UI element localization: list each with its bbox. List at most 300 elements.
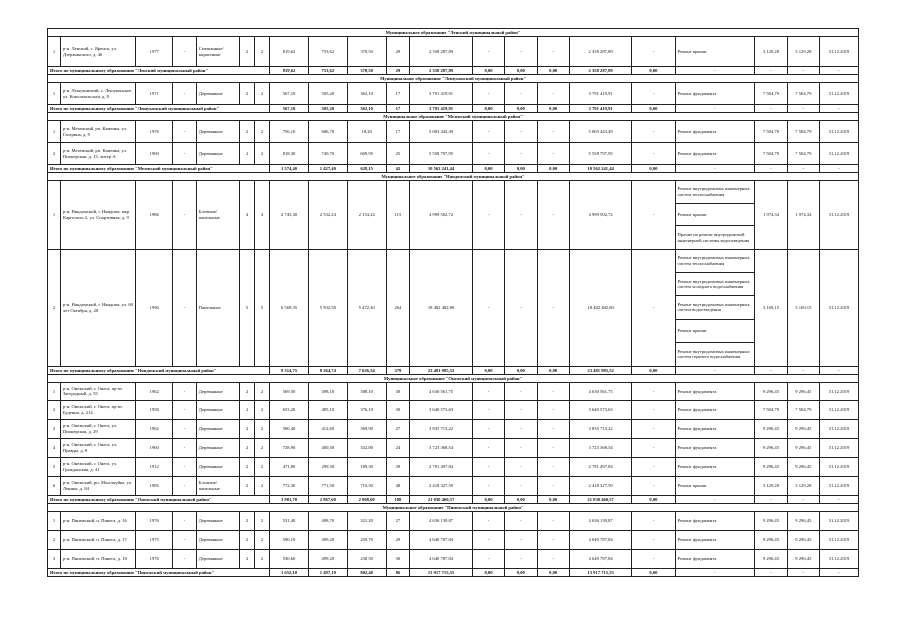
total-unit-limit: - <box>787 105 819 113</box>
residents-count: 48 <box>386 476 410 495</box>
wall-material: Деревянные <box>196 530 239 549</box>
unit-cost-limit: 7 504,79 <box>787 121 819 143</box>
total-label: Итого по муниципальному образованию "Пинежский муниципальный район" <box>48 568 270 576</box>
total-cost-total: 10 562 241,44 <box>410 165 473 173</box>
federal-funds: - <box>472 530 504 549</box>
regional-funds: - <box>505 511 537 530</box>
unit-cost-limit: 9 296,45 <box>787 419 819 438</box>
total-c17: 0,00 <box>632 568 675 576</box>
federal-funds: - <box>472 419 504 438</box>
table-row <box>48 549 859 568</box>
commissioning-year: - <box>173 511 197 530</box>
federal-funds: - <box>472 438 504 457</box>
other-funds: - <box>632 83 675 105</box>
register-table-body <box>48 29 859 577</box>
total-area: 2 745,40 <box>270 181 309 250</box>
unit-cost-limit: 9 296,45 <box>787 438 819 457</box>
capital-repair-register-sheet <box>47 28 859 577</box>
total-c17: 0,00 <box>632 67 675 75</box>
repair-cost-total: 5 558 797,95 <box>410 143 473 165</box>
living-area: 499,20 <box>308 530 347 549</box>
total-unit-cost: - <box>755 366 787 374</box>
total-cost-total: 3 791 419,91 <box>410 105 473 113</box>
federal-funds: - <box>472 400 504 419</box>
unit-cost-limit: 7 504,79 <box>787 143 819 165</box>
section-header-row <box>48 75 859 83</box>
total-area: 6 569,35 <box>270 249 309 366</box>
total-c15: 0,00 <box>537 366 569 374</box>
total-area-private: 802,40 <box>347 568 386 576</box>
private-area: 362,10 <box>347 83 386 105</box>
total-residents: 17 <box>386 105 410 113</box>
total-deadline: - <box>820 165 859 173</box>
total-area-total: 1 574,40 <box>270 165 309 173</box>
federal-funds: - <box>472 457 504 476</box>
residents-count: 29 <box>386 37 410 67</box>
register-table <box>47 28 859 577</box>
owner-funds: 4 999 502,72 <box>569 181 632 250</box>
commissioning-year: - <box>173 249 197 366</box>
owner-funds: 3 640 573,63 <box>569 400 632 419</box>
wall-material: Деревянные <box>196 511 239 530</box>
work-types-cell: Ремонт фундамента <box>675 382 755 400</box>
work-type-item: Ремонт внутридомовых инженерных систем горячего водоснабжения <box>677 348 750 360</box>
other-funds: - <box>632 530 675 549</box>
residents-count: 30 <box>386 400 410 419</box>
total-works: - <box>675 495 755 503</box>
total-area-private: 628,15 <box>347 165 386 173</box>
work-type-item: Ремонт внутридомовых инженерных систем водоотведения <box>676 296 755 319</box>
total-area: 819,62 <box>270 37 309 67</box>
work-types-cell: Ремонт фундамента <box>675 143 755 165</box>
residents-count: 264 <box>386 249 410 366</box>
completion-date: 31.12.2019 <box>820 181 859 250</box>
private-area: 18,20 <box>347 121 386 143</box>
federal-funds: - <box>472 549 504 568</box>
entrances-count: 5 <box>255 249 270 366</box>
total-area: 567,10 <box>270 83 309 105</box>
local-funds: - <box>537 37 569 67</box>
work-types-cell: Ремонт фундамента <box>675 83 755 105</box>
owner-funds: 3 723 368,54 <box>569 438 632 457</box>
total-area-living: 2 867,60 <box>308 495 347 503</box>
total-c13: 0,00 <box>472 165 504 173</box>
owner-funds: 4 630 561,75 <box>569 382 632 400</box>
regional-funds: - <box>505 249 537 366</box>
entrances-count: 2 <box>255 121 270 143</box>
unit-cost-limit: 9 296,45 <box>787 457 819 476</box>
local-funds: - <box>537 249 569 366</box>
total-c16: 2 358 287,89 <box>569 67 632 75</box>
section-header: Муниципальное образование "Няндомский муниципальный район" <box>48 173 859 181</box>
completion-date: 31.12.2019 <box>820 549 859 568</box>
total-label: Итого по муниципальному образованию "Онежский муниципальный район" <box>48 495 270 503</box>
total-c14: 0,00 <box>505 165 537 173</box>
unit-cost-limit: 1 974,34 <box>787 181 819 250</box>
floors-count: 2 <box>239 476 254 495</box>
other-funds: - <box>632 400 675 419</box>
total-c14: 0,00 <box>505 495 537 503</box>
local-funds: - <box>537 419 569 438</box>
work-type-item: Ремонт крыши <box>676 320 755 343</box>
unit-cost-limit: 9 296,45 <box>787 511 819 530</box>
total-c15: 0,00 <box>537 495 569 503</box>
table-row <box>48 400 859 419</box>
table-row <box>48 457 859 476</box>
total-area-private: 7 626,54 <box>347 366 386 374</box>
regional-funds: - <box>505 37 537 67</box>
local-funds: - <box>537 143 569 165</box>
total-area: 818,30 <box>270 143 309 165</box>
total-area: 569,50 <box>270 382 309 400</box>
unit-cost-limit: 9 296,45 <box>787 382 819 400</box>
work-types-cell: Ремонт крыши <box>675 476 755 495</box>
row-number: 1 <box>48 181 61 250</box>
residents-count: 30 <box>386 382 410 400</box>
completion-date: 31.12.2019 <box>820 37 859 67</box>
total-c13: 0,00 <box>472 67 504 75</box>
regional-funds: - <box>505 530 537 549</box>
table-row <box>48 476 859 495</box>
work-types-cell <box>675 181 755 250</box>
unit-cost: 9 296,45 <box>755 530 787 549</box>
regional-funds: - <box>505 400 537 419</box>
row-number: 2 <box>48 530 61 549</box>
house-address: р-н. Няндомский, г. Няндома, ул. 60 лет Октября, д. 28 <box>60 249 135 366</box>
other-funds: - <box>632 382 675 400</box>
local-funds: - <box>537 121 569 143</box>
total-area-living: 1 427,40 <box>308 165 347 173</box>
entrances-count: 2 <box>255 400 270 419</box>
floors-count: 2 <box>239 419 254 438</box>
floors-count: 2 <box>239 549 254 568</box>
house-address: р-н. Мезенский, рп. Каменка, ул. Пионерская, д. 15, литер А <box>60 143 135 165</box>
floors-count: 2 <box>239 382 254 400</box>
repair-cost-total: 2 781 497,84 <box>410 457 473 476</box>
total-unit-cost: - <box>755 165 787 173</box>
total-unit-cost: - <box>755 67 787 75</box>
wall-material: Блочные/панельные <box>196 476 239 495</box>
total-c17: 0,00 <box>632 495 675 503</box>
total-works: - <box>675 568 755 576</box>
total-residents: 86 <box>386 568 410 576</box>
total-deadline: - <box>820 568 859 576</box>
row-number: 1 <box>48 83 61 105</box>
construction-year: 1977 <box>136 37 173 67</box>
total-c13: 0,00 <box>472 105 504 113</box>
section-total-row <box>48 165 859 173</box>
living-area: 412,60 <box>308 419 347 438</box>
living-area: 2 532,24 <box>308 181 347 250</box>
local-funds: - <box>537 457 569 476</box>
house-address: р-н. Онежский, г. Онега, пр-кт. Буденна, д. 214 <box>60 400 135 419</box>
section-total-row <box>48 67 859 75</box>
house-address: р-н. Онежский, г. Онега, ул. Гражданская, д. 41 <box>60 457 135 476</box>
total-residents: 29 <box>386 67 410 75</box>
house-address: р-н. Няндомский, г. Няндома, мкр. Каргополь-2, ул. Спортивная, д. 9 <box>60 181 135 250</box>
house-address: р-н. Пинежский, п. Пинега, д. 17 <box>60 530 135 549</box>
row-number: 3 <box>48 419 61 438</box>
work-type-item: Ремонт крыши <box>676 204 755 227</box>
work-types-cell: Ремонт крыши <box>675 37 755 67</box>
federal-funds: - <box>472 143 504 165</box>
regional-funds: - <box>505 181 537 250</box>
entrances-count: 2 <box>255 382 270 400</box>
total-cost-total: 13 917 715,55 <box>410 568 473 576</box>
commissioning-year: - <box>173 419 197 438</box>
house-address: р-н. Пинежский, п. Пинега, д. 18 <box>60 549 135 568</box>
commissioning-year: - <box>173 83 197 105</box>
unit-cost: 7 504,79 <box>755 83 787 105</box>
total-c16: 21 030 460,57 <box>569 495 632 503</box>
regional-funds: - <box>505 419 537 438</box>
living-area: 299,30 <box>308 457 347 476</box>
total-c16: 10 562 241,44 <box>569 165 632 173</box>
entrances-count: 2 <box>255 476 270 495</box>
entrances-count: 2 <box>255 549 270 568</box>
entrances-count: 2 <box>255 511 270 530</box>
house-address: р-н. Онежский, г. Онега, пр-кт. Загородный, д. 55 <box>60 382 135 400</box>
work-types-cell: Ремонт фундамента <box>675 438 755 457</box>
work-type-item: Ремонт внутридомовых инженерных систем теплоснабжения <box>676 250 755 273</box>
total-area: 590,10 <box>270 530 309 549</box>
repair-cost-total: 3 640 573,63 <box>410 400 473 419</box>
total-c17: 0,00 <box>632 366 675 374</box>
total-area: 756,10 <box>270 121 309 143</box>
row-number: 1 <box>48 382 61 400</box>
total-c17: 0,00 <box>632 105 675 113</box>
house-address: р-н. Пинежский, п. Пинега, д. 16 <box>60 511 135 530</box>
federal-funds: - <box>472 37 504 67</box>
table-row <box>48 438 859 457</box>
work-type-item: Ремонт внутридомовых инженерных систем теплоснабжения <box>676 181 755 204</box>
construction-year: 1975 <box>136 530 173 549</box>
total-area-private: 2 008,60 <box>347 495 386 503</box>
regional-funds: - <box>505 121 537 143</box>
owner-funds: 2 781 497,84 <box>569 457 632 476</box>
owner-funds: 18 482 482,80 <box>569 249 632 366</box>
completion-date: 31.12.2019 <box>820 121 859 143</box>
completion-date: 31.12.2019 <box>820 476 859 495</box>
total-works: - <box>675 165 755 173</box>
house-address: р-н. Онежский, г. Онега, ул. Пионерская, д. 29 <box>60 419 135 438</box>
total-area-total: 567,10 <box>270 105 309 113</box>
living-area: 5 932,50 <box>308 249 347 366</box>
unit-cost: 7 504,79 <box>755 121 787 143</box>
private-area: 5 472,30 <box>347 249 386 366</box>
total-area: 530,60 <box>270 549 309 568</box>
total-unit-limit: - <box>787 366 819 374</box>
section-header: Муниципальное образование "Пинежский муниципальный район" <box>48 503 859 511</box>
residents-count: 17 <box>386 83 410 105</box>
section-total-row <box>48 366 859 374</box>
table-row <box>48 382 859 400</box>
row-number: 2 <box>48 400 61 419</box>
row-number: 2 <box>48 249 61 366</box>
repair-cost-total: 2 418 327,59 <box>410 476 473 495</box>
repair-cost-total: 3 723 368,54 <box>410 438 473 457</box>
construction-year: 1996 <box>136 249 173 366</box>
unit-cost: 9 296,45 <box>755 438 787 457</box>
federal-funds: - <box>472 382 504 400</box>
total-area: 500,40 <box>270 419 309 438</box>
wall-material: Деревянные <box>196 438 239 457</box>
unit-cost-limit: 7 504,79 <box>787 83 819 105</box>
residents-count: 29 <box>386 530 410 549</box>
total-label: Итого по муниципальному образованию "Няндомский муниципальный район" <box>48 366 270 374</box>
residents-count: 27 <box>386 511 410 530</box>
owner-funds: 4 640 787,84 <box>569 549 632 568</box>
private-area: 189,30 <box>347 457 386 476</box>
entrances-count: 2 <box>255 83 270 105</box>
commissioning-year: - <box>173 457 197 476</box>
unit-cost: 9 296,45 <box>755 511 787 530</box>
completion-date: 31.12.2019 <box>820 511 859 530</box>
entrances-count: 4 <box>255 181 270 250</box>
repair-cost-total: 3 791 419,91 <box>410 83 473 105</box>
regional-funds: - <box>505 143 537 165</box>
house-address: р-н. Онежский, г. Онега, ул. Правды, д. 8 <box>60 438 135 457</box>
construction-year: 1960 <box>136 438 173 457</box>
table-row <box>48 181 859 250</box>
section-header: Муниципальное образование "Ленский муниципальный район" <box>48 29 859 37</box>
commissioning-year: - <box>173 121 197 143</box>
local-funds: - <box>537 83 569 105</box>
commissioning-year: - <box>173 382 197 400</box>
completion-date: 31.12.2019 <box>820 457 859 476</box>
unit-cost: 7 504,79 <box>755 400 787 419</box>
federal-funds: - <box>472 249 504 366</box>
total-unit-limit: - <box>787 568 819 576</box>
house-address: р-н. Лешуконский, с. Лешуконское, ул. Комсомольская, д. 8 <box>60 83 135 105</box>
work-types-cell: Ремонт фундамента <box>675 457 755 476</box>
total-area-living: 1 497,10 <box>308 568 347 576</box>
unit-cost: 3 129,28 <box>755 476 787 495</box>
floors-count: 2 <box>239 530 254 549</box>
total-area: 653,20 <box>270 400 309 419</box>
private-area: 369,90 <box>347 419 386 438</box>
commissioning-year: - <box>173 400 197 419</box>
total-deadline: - <box>820 67 859 75</box>
row-number: 6 <box>48 476 61 495</box>
entrances-count: 2 <box>255 438 270 457</box>
work-type-item: Прочие на ремонт внутридомовой инженерной системы водоотведения <box>677 231 750 243</box>
private-area: 230,50 <box>347 549 386 568</box>
work-types-cell: Ремонт фундамента <box>675 530 755 549</box>
residents-count: 39 <box>386 457 410 476</box>
section-total-row <box>48 568 859 576</box>
unit-cost: 7 504,79 <box>755 143 787 165</box>
other-funds: - <box>632 549 675 568</box>
total-area-living: 8 264,74 <box>308 366 347 374</box>
section-header-row <box>48 173 859 181</box>
wall-material: Панельные <box>196 249 239 366</box>
living-area: 753,62 <box>308 37 347 67</box>
living-area: 400,50 <box>308 438 347 457</box>
total-c17: 0,00 <box>632 165 675 173</box>
completion-date: 31.12.2019 <box>820 249 859 366</box>
row-number: 1 <box>48 121 61 143</box>
local-funds: - <box>537 382 569 400</box>
entrances-count: 2 <box>255 530 270 549</box>
house-address: р-н. Мезенский, рп. Каменка, ул. Гагарина, д. 9 <box>60 121 135 143</box>
owner-funds: 4 640 787,84 <box>569 530 632 549</box>
total-c16: 13 917 715,55 <box>569 568 632 576</box>
residents-count: 17 <box>386 121 410 143</box>
total-c15: 0,00 <box>537 568 569 576</box>
construction-year: 1962 <box>136 419 173 438</box>
total-deadline: - <box>820 105 859 113</box>
floors-count: 2 <box>239 511 254 530</box>
private-area: 370,50 <box>347 37 386 67</box>
owner-funds: 5 558 797,95 <box>569 143 632 165</box>
unit-cost: 9 296,45 <box>755 549 787 568</box>
repair-cost-total: 3 835 713,22 <box>410 419 473 438</box>
private-area: 388,10 <box>347 382 386 400</box>
living-area: 740,70 <box>308 143 347 165</box>
table-row <box>48 249 859 366</box>
unit-cost-limit: 7 504,79 <box>787 400 819 419</box>
total-c13: 0,00 <box>472 495 504 503</box>
owner-funds: 2 358 287,89 <box>569 37 632 67</box>
section-header-row <box>48 113 859 121</box>
total-unit-cost: - <box>755 568 787 576</box>
other-funds: - <box>632 121 675 143</box>
work-types-cell: Ремонт фундамента <box>675 511 755 530</box>
unit-cost: 1 974,34 <box>755 181 787 250</box>
section-header: Муниципальное образование "Лешуконский муниципальный район" <box>48 75 859 83</box>
total-works: - <box>675 366 755 374</box>
row-number: 1 <box>48 511 61 530</box>
unit-cost-limit: 3 129,28 <box>787 37 819 67</box>
total-works: - <box>675 105 755 113</box>
construction-year: 1971 <box>136 83 173 105</box>
other-funds: - <box>632 438 675 457</box>
construction-year: 1986 <box>136 181 173 250</box>
unit-cost: 9 296,45 <box>755 419 787 438</box>
unit-cost: 3 129,28 <box>755 37 787 67</box>
total-c13: 0,00 <box>472 366 504 374</box>
floors-count: 5 <box>239 249 254 366</box>
repair-cost-total: 4 636 139,87 <box>410 511 473 530</box>
living-area: 498,10 <box>308 382 347 400</box>
floors-count: 4 <box>239 181 254 250</box>
completion-date: 31.12.2019 <box>820 400 859 419</box>
unit-cost: 9 296,45 <box>755 457 787 476</box>
federal-funds: - <box>472 476 504 495</box>
private-area: 250,70 <box>347 530 386 549</box>
living-area: 498,70 <box>308 511 347 530</box>
completion-date: 31.12.2019 <box>820 83 859 105</box>
work-types-cell: Ремонт фундамента <box>675 419 755 438</box>
entrances-count: 2 <box>255 37 270 67</box>
row-number: 5 <box>48 457 61 476</box>
repair-cost-total: 2 358 287,89 <box>410 37 473 67</box>
repair-cost-total: 4 640 787,84 <box>410 530 473 549</box>
other-funds: - <box>632 457 675 476</box>
local-funds: - <box>537 511 569 530</box>
commissioning-year: - <box>173 530 197 549</box>
floors-count: 2 <box>239 83 254 105</box>
work-types-cell: Ремонт фундамента <box>675 121 755 143</box>
owner-funds: 4 636 139,87 <box>569 511 632 530</box>
wall-material: Деревянные <box>196 143 239 165</box>
federal-funds: - <box>472 83 504 105</box>
row-number: 1 <box>48 37 61 67</box>
local-funds: - <box>537 400 569 419</box>
other-funds: - <box>632 511 675 530</box>
wall-material: Деревянные <box>196 382 239 400</box>
